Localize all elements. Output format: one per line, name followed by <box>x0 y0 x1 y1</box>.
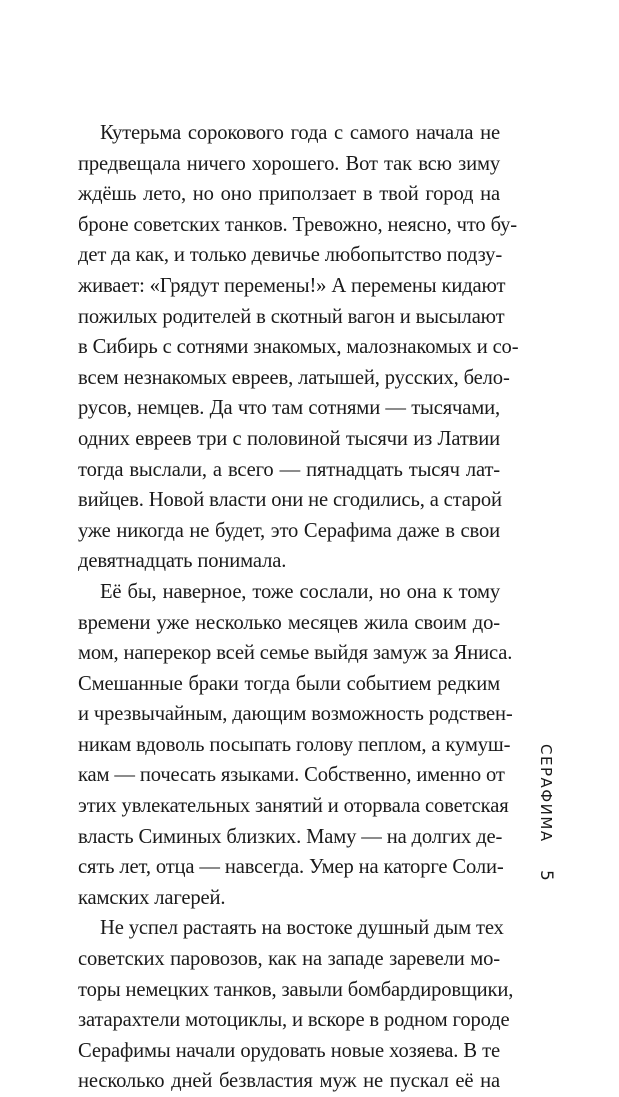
text-line: уже никогда не будет, это Серафима даже в свои <box>78 519 500 542</box>
text-line: советских паровозов, как на западе заревели мо- <box>78 948 500 971</box>
text-line: никам вдоволь посыпать голову пеплом, а кумуш- <box>78 733 511 756</box>
text-line: броне советских танков. Тревожно, неясно, что бу- <box>78 213 517 236</box>
text-line: предвещала ничего хорошего. Вот так всю зиму <box>78 152 500 175</box>
text-line: всем незнакомых евреев, латышей, русских, бело- <box>78 366 510 389</box>
text-line: и чрезвычайным, дающим возможность родствен- <box>78 703 513 726</box>
text-line: пожилых родителей в скотный вагон и высылают <box>78 305 505 328</box>
text-line: девятнадцать понимала. <box>78 550 287 573</box>
text-line: в Сибирь с сотнями знакомых, малознакомых и со- <box>78 336 519 359</box>
text-line: этих увлекательных занятий и оторвала советская <box>78 795 509 818</box>
text-line: времени уже несколько месяцев жила своим до- <box>78 611 500 634</box>
page-number: 5 <box>536 870 556 881</box>
text-line: Кутерьма сорокового года с самого начала не <box>100 122 500 144</box>
text-line: тогда выслали, а всего — пятнадцать тысяч лат- <box>78 458 500 481</box>
text-line: Её бы, наверное, тоже сослали, но она к тому <box>100 580 500 603</box>
text-line: затарахтели мотоциклы, и вскоре в родном городе <box>78 1009 510 1032</box>
text-line: камских лагерей. <box>78 886 226 909</box>
text-line: Смешанные браки тогда были событием редким <box>78 672 500 695</box>
text-line: торы немецких танков, завыли бомбардировщики, <box>78 978 514 1001</box>
text-line: ждёшь лето, но оно приползает в твой город на <box>78 183 500 206</box>
text-line: Не успел растаять на востоке душный дым тех <box>100 917 504 940</box>
body-text <box>78 118 519 1097</box>
text-line: кам — почесать языками. Собственно, именно от <box>78 764 505 787</box>
text-line: сять лет, отца — навсегда. Умер на каторге Соли- <box>78 856 504 879</box>
text-line: дет да как, и только девичье любопытство подзу- <box>78 244 503 267</box>
text-line: мом, наперекор всей семье выйдя замуж за Яниса. <box>78 642 513 665</box>
running-head: СЕРАФИМА <box>537 744 555 843</box>
text-line: русов, немцев. Да что там сотнями — тысячами, <box>78 397 500 420</box>
text-line: одних евреев три с половиной тысячи из Латвии <box>78 427 500 450</box>
text-line: Серафимы начали орудовать новые хозяева. В те <box>78 1039 500 1062</box>
text-line: власть Симиных близких. Маму — на долгих де- <box>78 825 503 848</box>
text-line: несколько дней безвластия муж не пускал её на <box>78 1070 500 1093</box>
text-line: живает: «Грядут перемены!» А перемены кидают <box>78 274 506 297</box>
text-line: вийцев. Новой власти они не сгодились, а старой <box>78 489 502 512</box>
